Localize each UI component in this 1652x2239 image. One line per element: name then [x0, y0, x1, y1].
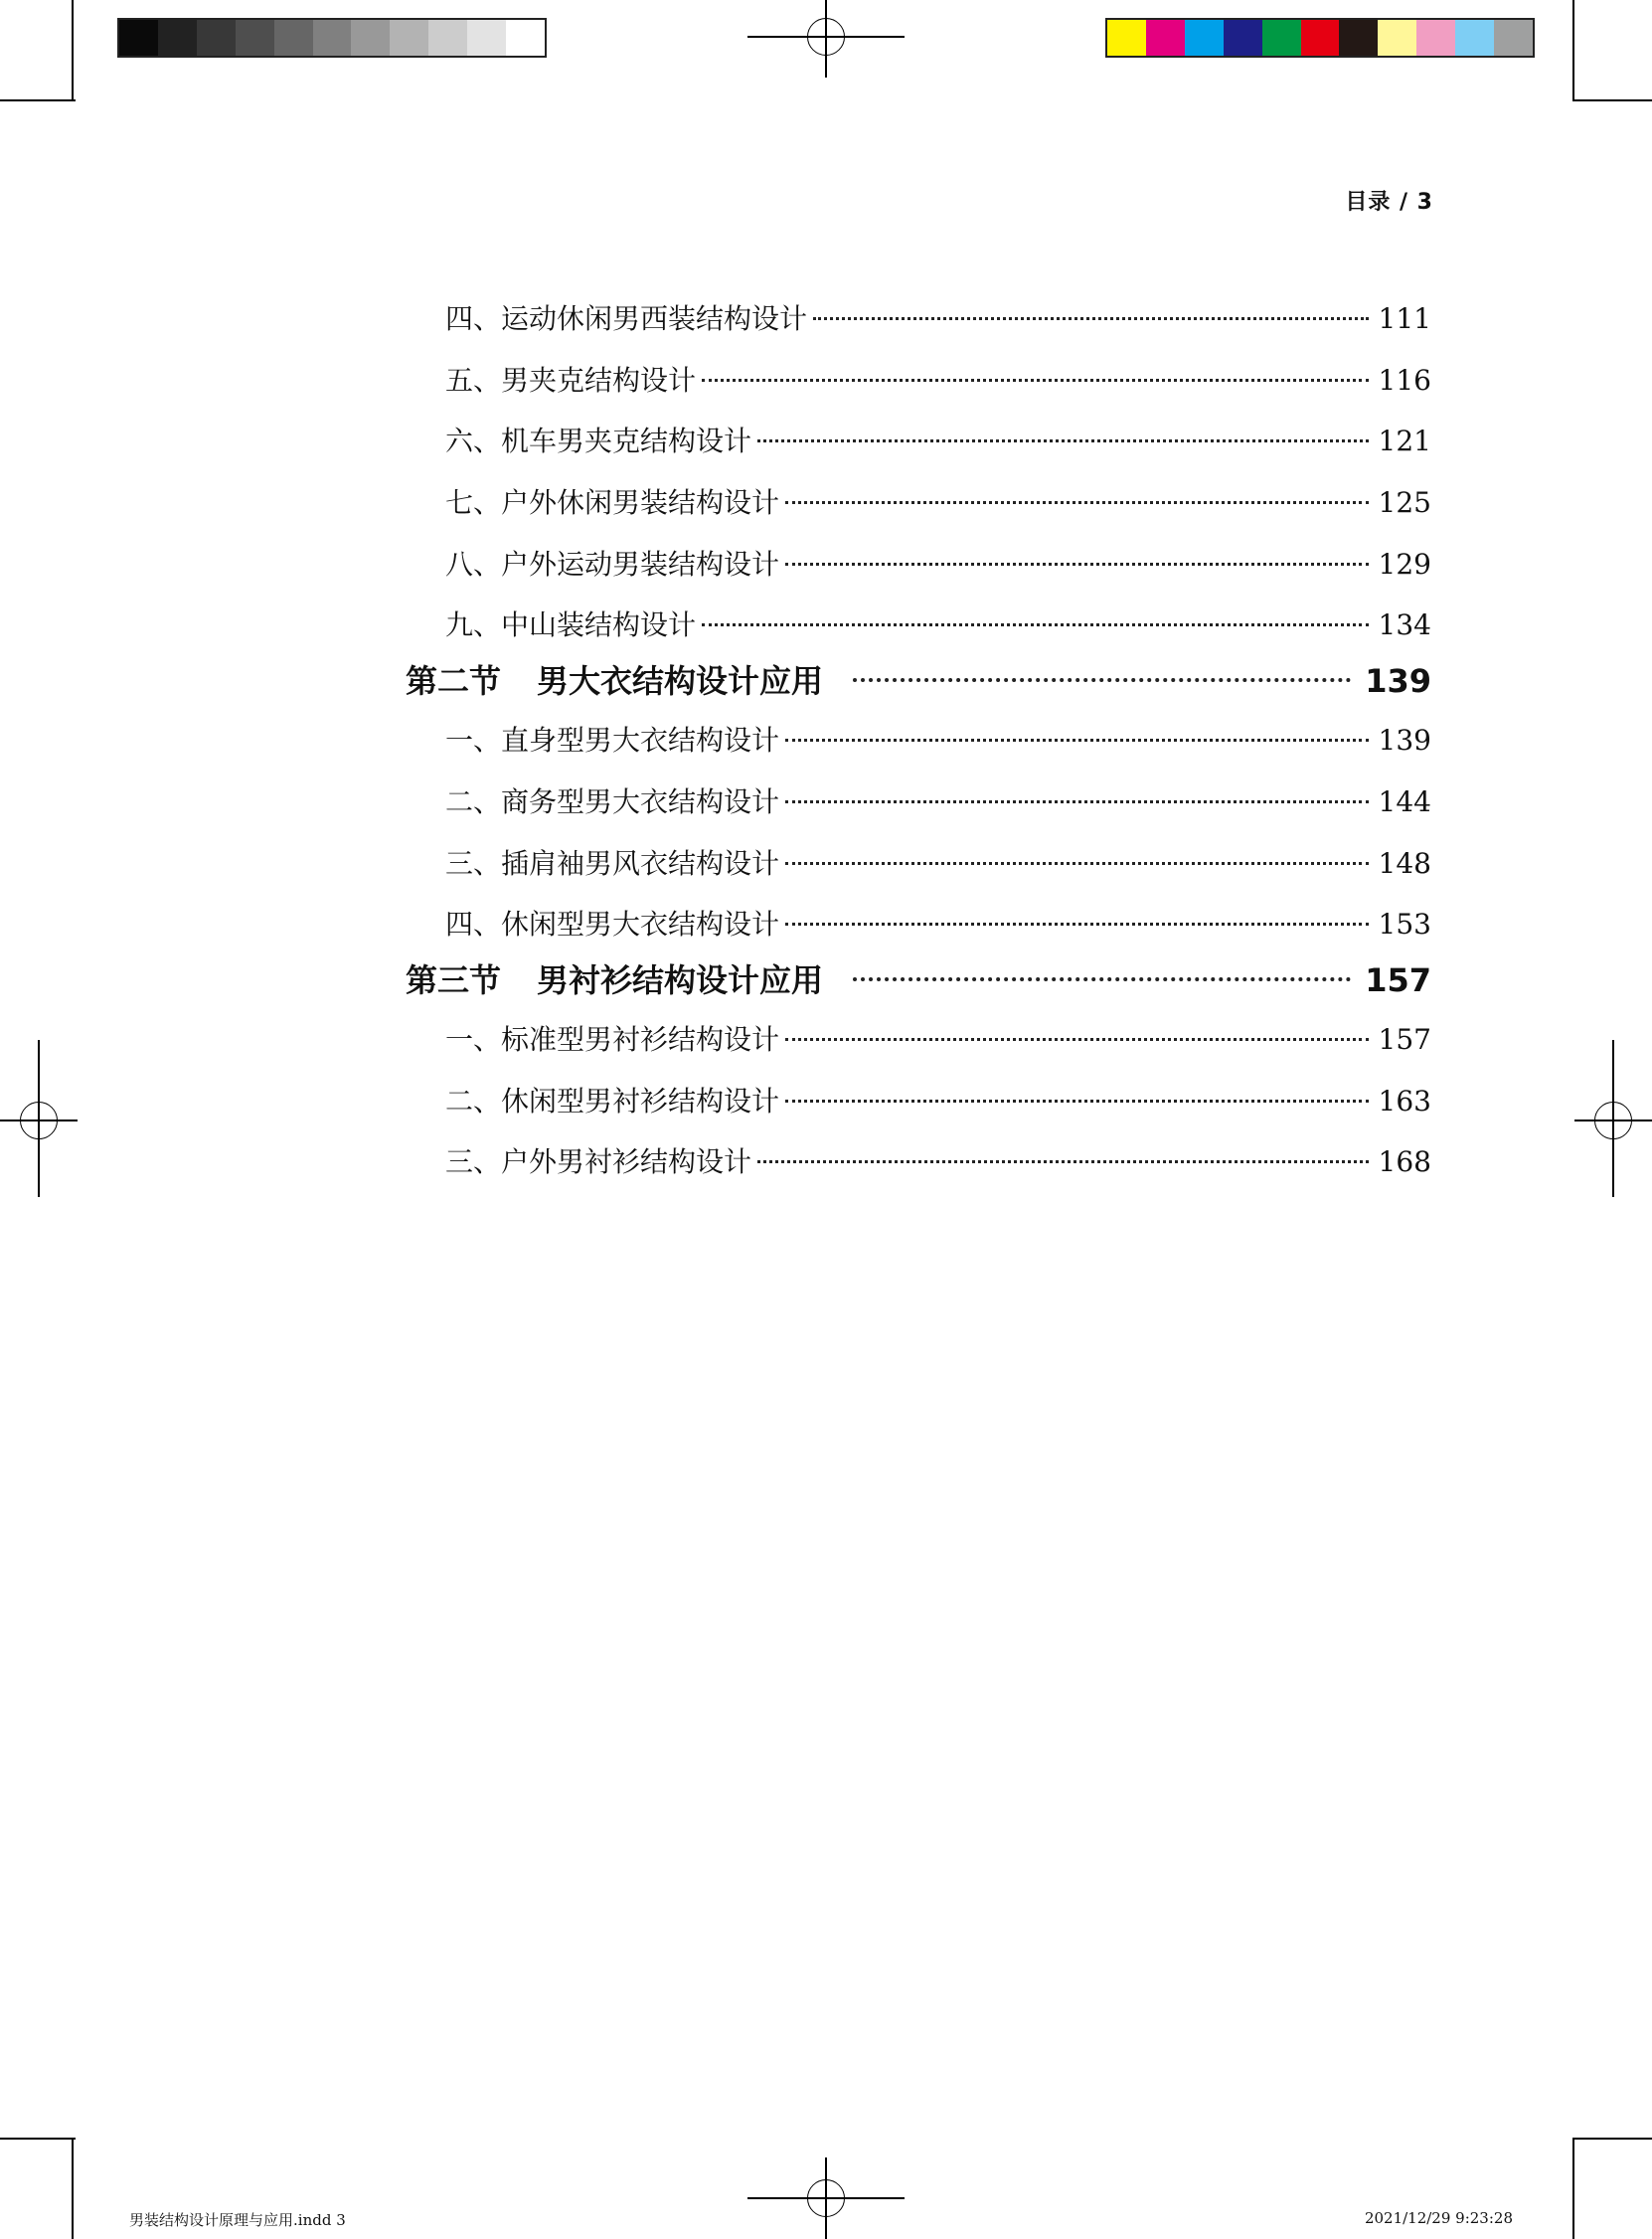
crop-mark: [1572, 2138, 1574, 2239]
color-swatch: [236, 20, 274, 56]
toc-section-row[interactable]: [406, 652, 1431, 710]
toc-section-title: 男大衣结构设计应用: [537, 662, 824, 701]
color-swatch: [1455, 20, 1494, 56]
toc-label: 一、直身型男大衣结构设计: [445, 724, 780, 758]
toc-page-number: 168: [1378, 1145, 1431, 1179]
toc-label: 二、休闲型男衬衫结构设计: [445, 1084, 780, 1118]
toc-label: 五、男夹克结构设计: [445, 363, 697, 397]
dot-leader: [853, 977, 1351, 981]
dot-leader: [785, 739, 1369, 742]
toc-page-number: 134: [1378, 608, 1431, 642]
color-swatch: [1107, 20, 1146, 56]
color-swatch: [158, 20, 197, 56]
toc-entry-row[interactable]: [406, 1009, 1431, 1071]
color-swatch: [1378, 20, 1416, 56]
dot-leader: [785, 563, 1369, 566]
toc-page-number: 139: [1365, 662, 1431, 701]
toc-entry-row[interactable]: [406, 833, 1431, 895]
toc-page-number: 111: [1378, 302, 1431, 335]
color-swatch: [1185, 20, 1224, 56]
dot-leader: [785, 800, 1369, 803]
color-swatch: [274, 20, 313, 56]
color-swatch: [197, 20, 236, 56]
toc-entry-row[interactable]: [406, 595, 1431, 656]
color-swatch: [1301, 20, 1340, 56]
dot-leader: [785, 1038, 1369, 1041]
dot-leader: [757, 1160, 1369, 1163]
toc-section-number: 第三节: [406, 960, 502, 999]
toc-section-number: 第二节: [406, 662, 502, 701]
toc-page-number: 163: [1378, 1084, 1431, 1118]
table-of-contents: [406, 288, 1431, 1193]
color-swatch: [1416, 20, 1455, 56]
toc-label: 四、休闲型男大衣结构设计: [445, 908, 780, 942]
toc-label: 三、户外男衬衫结构设计: [445, 1145, 752, 1179]
dot-leader: [757, 439, 1369, 442]
toc-entry-row[interactable]: [406, 472, 1431, 534]
toc-page-number: 129: [1378, 547, 1431, 581]
crop-mark: [1572, 0, 1574, 101]
toc-page-number: 144: [1378, 784, 1431, 818]
color-swatch: [1339, 20, 1378, 56]
dot-leader: [785, 501, 1369, 504]
running-head: 目录 / 3: [1345, 190, 1433, 215]
toc-page-number: 121: [1378, 425, 1431, 458]
toc-entry-row[interactable]: [406, 288, 1431, 350]
color-swatch: [428, 20, 467, 56]
color-swatch: [1146, 20, 1185, 56]
toc-entry-row[interactable]: [406, 411, 1431, 472]
toc-entry-row[interactable]: [406, 350, 1431, 412]
color-swatch: [1494, 20, 1533, 56]
color-swatch: [1262, 20, 1301, 56]
color-swatch: [119, 20, 158, 56]
toc-page-number: 153: [1378, 908, 1431, 942]
toc-page-number: 125: [1378, 486, 1431, 520]
crop-mark: [72, 2138, 74, 2239]
toc-page-number: 157: [1365, 960, 1431, 999]
toc-label: 九、中山装结构设计: [445, 608, 697, 642]
toc-label: [406, 652, 823, 710]
toc-entry-row[interactable]: [406, 710, 1431, 772]
grayscale-color-bar: [117, 18, 547, 58]
toc-label: 八、户外运动男装结构设计: [445, 547, 780, 581]
dot-leader: [853, 678, 1351, 682]
toc-entry-row[interactable]: [406, 894, 1431, 955]
toc-page-number: 116: [1378, 363, 1431, 397]
color-swatch: [506, 20, 545, 56]
crop-mark: [72, 0, 74, 101]
color-swatch: [313, 20, 352, 56]
crop-mark: [1572, 2138, 1652, 2140]
dot-leader: [785, 1100, 1369, 1103]
toc-label: 三、插肩袖男风衣结构设计: [445, 846, 780, 880]
toc-entry-row[interactable]: [406, 1071, 1431, 1132]
toc-entry-row[interactable]: [406, 772, 1431, 833]
color-swatch: [1224, 20, 1262, 56]
toc-entry-row[interactable]: [406, 1131, 1431, 1193]
toc-entry-row[interactable]: [406, 534, 1431, 596]
toc-label: 二、商务型男大衣结构设计: [445, 784, 780, 818]
color-swatch: [390, 20, 428, 56]
color-swatch: [351, 20, 390, 56]
toc-label: 六、机车男夹克结构设计: [445, 425, 752, 458]
toc-page-number: 157: [1378, 1022, 1431, 1056]
toc-section-row[interactable]: [406, 951, 1431, 1009]
dot-leader: [702, 379, 1369, 382]
toc-label: 七、户外休闲男装结构设计: [445, 486, 780, 520]
color-swatch: [467, 20, 506, 56]
toc-page-number: 148: [1378, 846, 1431, 880]
dot-leader: [785, 862, 1369, 865]
toc-label: 四、运动休闲男西装结构设计: [445, 302, 808, 335]
crop-mark: [0, 2138, 76, 2140]
process-color-bar: [1105, 18, 1535, 58]
toc-label: 一、标准型男衬衫结构设计: [445, 1022, 780, 1056]
toc-section-title: 男衬衫结构设计应用: [537, 960, 824, 999]
toc-page-number: 139: [1378, 724, 1431, 758]
slug-timestamp: 2021/12/29 9:23:28: [1364, 2209, 1513, 2227]
crop-mark: [1572, 99, 1652, 101]
dot-leader: [702, 623, 1369, 626]
dot-leader: [813, 317, 1369, 320]
slug-filename: 男装结构设计原理与应用.indd 3: [129, 2211, 346, 2229]
dot-leader: [785, 923, 1369, 926]
toc-label: [406, 951, 823, 1009]
crop-mark: [0, 99, 76, 101]
